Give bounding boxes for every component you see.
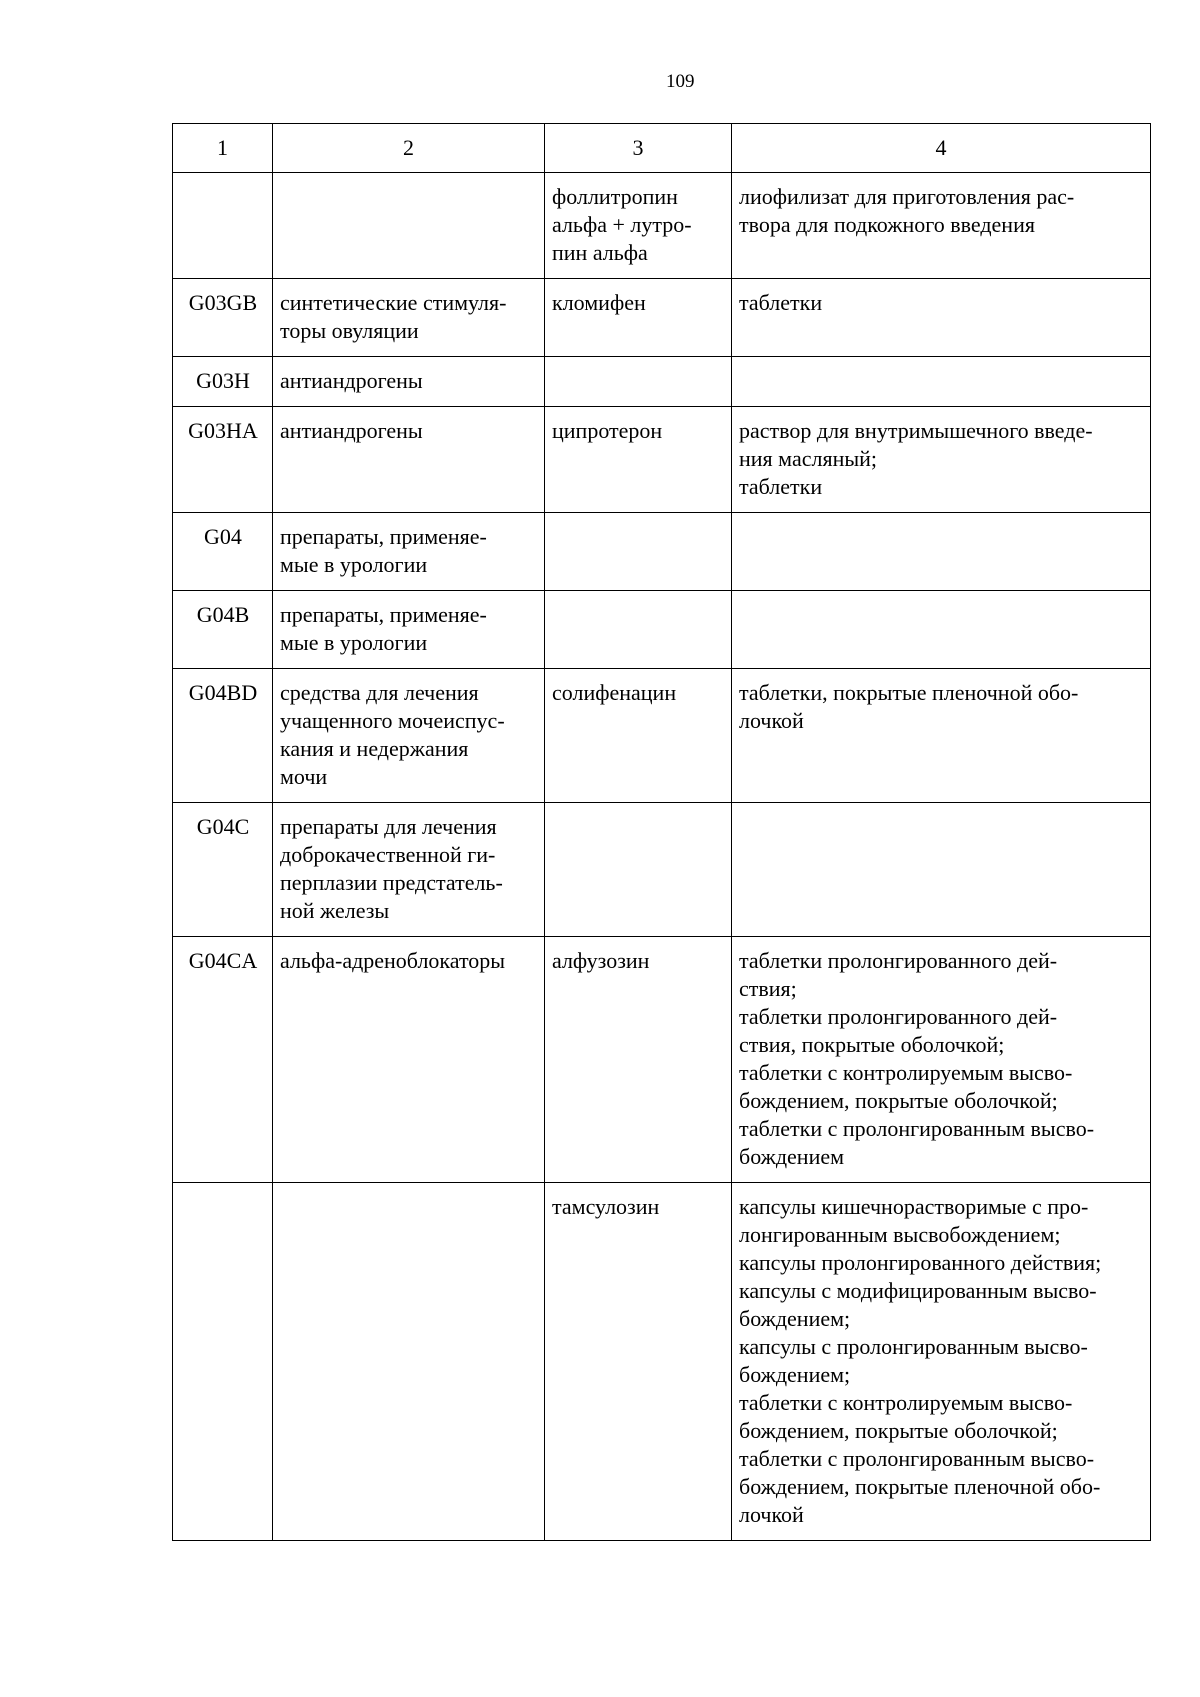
atc-code-cell: G04CA [173,937,273,1183]
group-cell [273,1183,545,1541]
table-row [173,173,1151,279]
dosage-form-cell: лиофилизат для приготовления рас- твора для подкожного введения [732,173,1151,279]
substance-cell: солифенацин [545,669,732,803]
atc-code-cell: G04B [173,591,273,669]
table-row [173,407,1151,513]
atc-code-cell [173,173,273,279]
group-cell: препараты для лечения доброкачественной ги- перплазии предстатель- ной железы [273,803,545,937]
dosage-form-cell: таблетки пролонгированного дей- ствия; таблетки пролонгированного дей- ствия, покрытые оболочкой; таблетки с контролируемым высво- бождением, покрытые оболочкой; таблетки с пролонгированным высво- бождением [732,937,1151,1183]
atc-code-cell: G03H [173,357,273,407]
substance-cell: алфузозин [545,937,732,1183]
group-cell [273,173,545,279]
atc-code-cell [173,1183,273,1541]
substance-cell: фоллитропин альфа + лутро- пин альфа [545,173,732,279]
atc-code-cell: G03GB [173,279,273,357]
dosage-form-cell [732,513,1151,591]
substance-cell [545,591,732,669]
group-cell: синтетические стимуля- торы овуляции [273,279,545,357]
atc-code-cell: G03HA [173,407,273,513]
table-row [173,803,1151,937]
substance-cell [545,513,732,591]
dosage-form-cell: таблетки, покрытые пленочной обо- лочкой [732,669,1151,803]
dosage-form-cell [732,357,1151,407]
table-row [173,669,1151,803]
group-cell: средства для лечения учащенного мочеиспус- кания и недержания мочи [273,669,545,803]
table-header-row [173,124,1151,173]
header-col-1: 1 [173,124,273,173]
substance-cell: кломифен [545,279,732,357]
table-row [173,1183,1151,1541]
page-number-text: 109 [666,71,695,92]
header-col-2: 2 [273,124,545,173]
table-row [173,357,1151,407]
table-row [173,279,1151,357]
atc-code-cell: G04 [173,513,273,591]
group-cell: антиандрогены [273,357,545,407]
dosage-form-cell: таблетки [732,279,1151,357]
atc-code-cell: G04C [173,803,273,937]
substance-cell: тамсулозин [545,1183,732,1541]
dosage-form-cell: раствор для внутримышечного введе- ния масляный; таблетки [732,407,1151,513]
group-cell: препараты, применяе- мые в урологии [273,513,545,591]
table-row [173,591,1151,669]
header-col-4: 4 [732,124,1151,173]
table-row [173,513,1151,591]
substance-cell [545,803,732,937]
table-row [173,937,1151,1183]
header-col-3: 3 [545,124,732,173]
dosage-form-cell [732,591,1151,669]
group-cell: антиандрогены [273,407,545,513]
drug-table [172,123,1151,1541]
substance-cell [545,357,732,407]
dosage-form-cell: капсулы кишечнорастворимые с про- лонгированным высвобождением; капсулы пролонгированного действия; капсулы с модифицированным высво- бождением; капсулы с пролонгированным высво- бождением; таблетки с контролируемым высво- бождением, покрытые оболочкой; таблетки с пролонгированным высво- бождением, покрытые пленочной обо- лочкой [732,1183,1151,1541]
atc-code-cell: G04BD [173,669,273,803]
substance-cell: ципротерон [545,407,732,513]
dosage-form-cell [732,803,1151,937]
group-cell: препараты, применяе- мые в урологии [273,591,545,669]
group-cell: альфа-адреноблокаторы [273,937,545,1183]
